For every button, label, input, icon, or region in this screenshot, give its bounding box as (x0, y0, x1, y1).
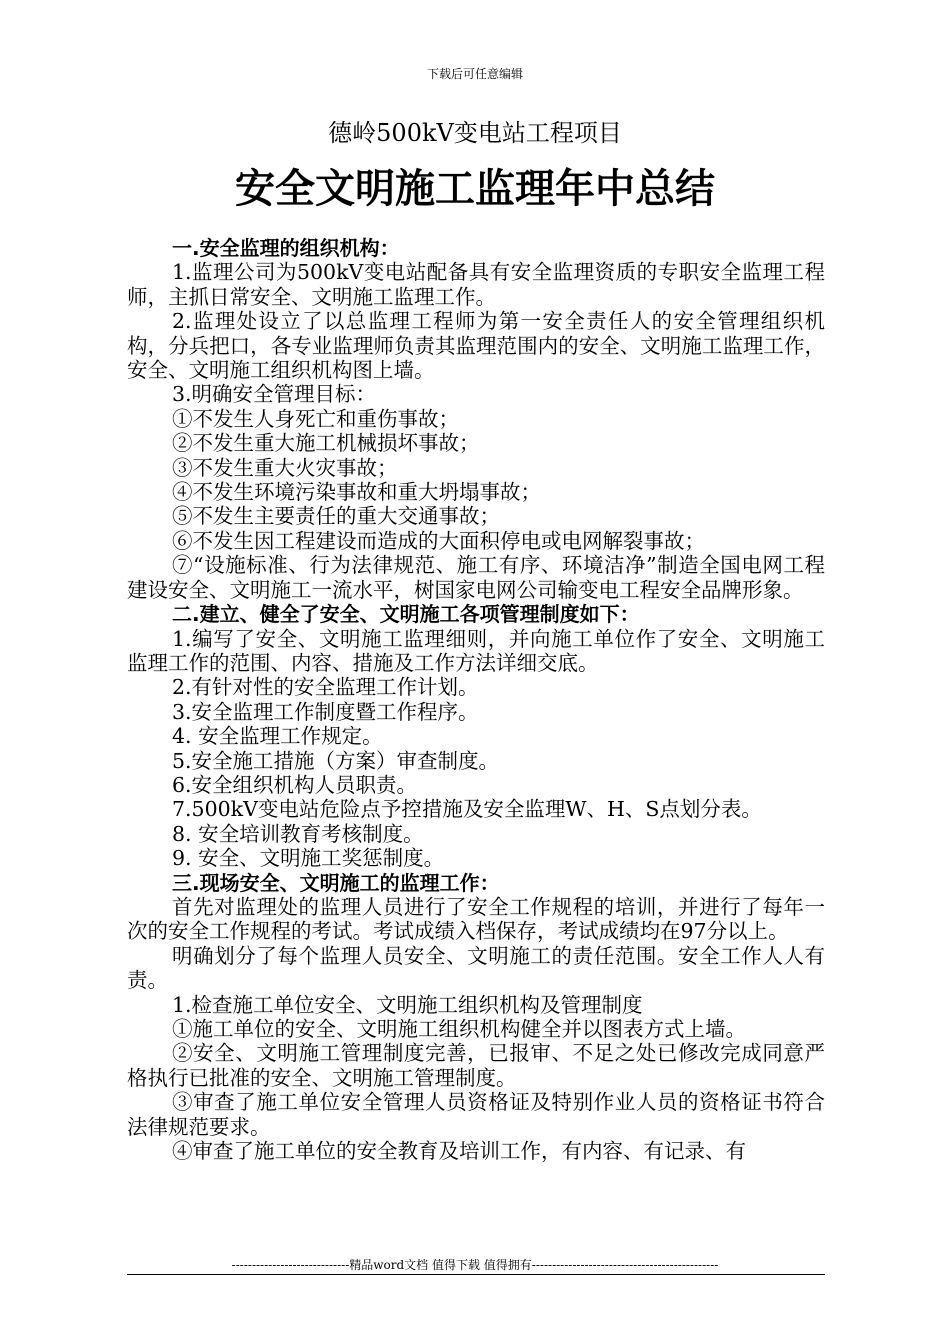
paragraph: 4. 安全监理工作规定。 (172, 724, 383, 749)
document-title: 安全文明施工监理年中总结 (235, 166, 715, 212)
document-body (127, 236, 825, 1163)
list-item: ⑥不发生因工程建设而造成的大面积停电或电网解裂事故； (172, 528, 705, 553)
footer-divider (127, 1274, 825, 1275)
paragraph: 5.安全施工措施（方案）审查制度。 (172, 748, 500, 773)
paragraph: 3.安全监理工作制度暨工作程序。 (172, 699, 479, 724)
section-heading: 三.现场安全、文明施工的监理工作： (172, 870, 500, 895)
list-item: ②安全、文明施工管理制度完善，已报审、不足之处已修改完成同意严格执行已批准的安全、文明施工管理制度。 (127, 1041, 825, 1090)
list-item: ①不发生人身死亡和重伤事故； (172, 406, 459, 431)
paragraph: 明确划分了每个监理人员安全、文明施工的责任范围。安全工作人人有责。 (127, 943, 825, 993)
paragraph: 2.监理处设立了以总监理工程师为第一安全责任人的安全管理组织机构，分兵把口，各专业监理师负责其监理范围内的安全、文明施工监理工作，安全、文明施工组织机构图上墙。 (127, 309, 825, 383)
list-item: ④审查了施工单位的安全教育及培训工作，有内容、有记录、有 (172, 1139, 746, 1164)
footer-text: -----------------------------精品word文档 值得下载 值得拥有---------------------------------------------- (231, 1258, 719, 1272)
paragraph: 首先对监理处的监理人员进行了安全工作规程的培训，并进行了每年一次的安全工作规程的考试。考试成绩入档保存，考试成绩均在97分以上。 (127, 894, 825, 944)
list-item: ①施工单位的安全、文明施工组织机构健全并以图表方式上墙。 (172, 1017, 746, 1041)
list-item: ③审查了施工单位安全管理人员资格证及特别作业人员的资格证书符合法律规范要求。 (127, 1090, 825, 1139)
section-heading: 二.建立、健全了安全、文明施工各项管理制度如下： (172, 602, 640, 627)
list-item: ④不发生环境污染事故和重大坍塌事故； (172, 480, 541, 505)
list-item: ⑦“设施标准、行为法律规范、施工有序、环境洁净”制造全国电网工程建设安全、文明施工一流水平，树国家电网公司输变电工程安全品牌形象。 (127, 553, 825, 602)
paragraph: 6.安全组织机构人员职责。 (172, 772, 418, 797)
header-note: 下载后可任意编辑 (426, 67, 523, 81)
list-item: ⑤不发生主要责任的重大交通事故； (172, 504, 500, 529)
paragraph: 7.500kV变电站危险点予控措施及安全监理W、H、S点划分表。 (172, 797, 762, 822)
paragraph: 3.明确安全管理目标： (172, 382, 377, 407)
list-item: ②不发生重大施工机械损坏事故； (172, 431, 480, 456)
paragraph: 1.检查施工单位安全、文明施工组织机构及管理制度 (172, 992, 643, 1017)
paragraph: 2.有针对性的安全监理工作计划。 (172, 675, 479, 700)
paragraph: 1.监理公司为500kV变电站配备具有安全监理资质的专职安全监理工程师，主抓日常安全、文明施工监理工作。 (127, 260, 825, 309)
paragraph: 1.编写了安全、文明施工监理细则，并向施工单位作了安全、文明施工监理工作的范围、内容、措施及工作方法详细交底。 (127, 626, 825, 675)
paragraph: 8. 安全培训教育考核制度。 (172, 821, 424, 846)
list-item: ③不发生重大火灾事故； (172, 455, 398, 480)
section-heading: 一.安全监理的组织机构： (172, 236, 400, 260)
document-subtitle: 德岭500kV变电站工程项目 (328, 119, 622, 147)
paragraph: 9. 安全、文明施工奖惩制度。 (172, 846, 445, 871)
